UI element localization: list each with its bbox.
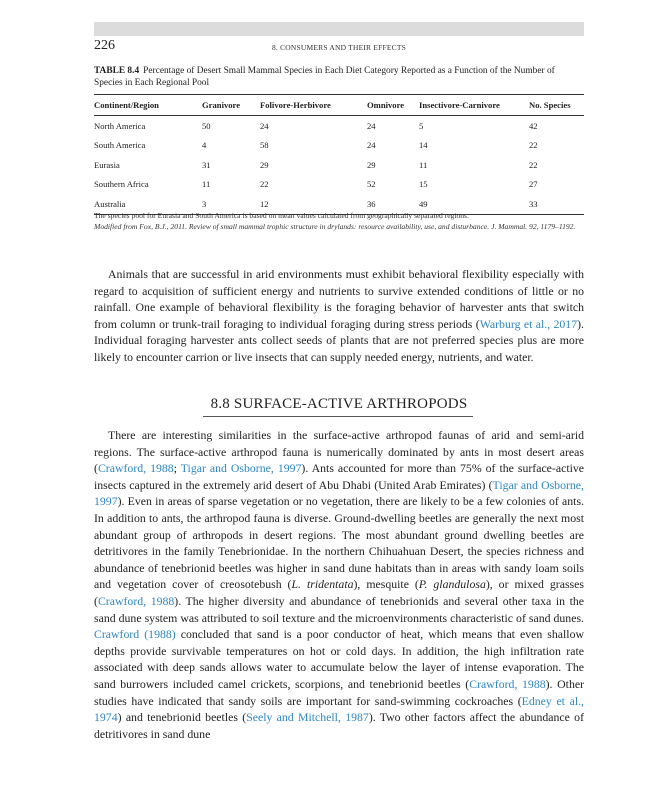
table-label: TABLE 8.4	[94, 66, 140, 76]
table-cell: 22	[529, 159, 538, 170]
table-row	[94, 116, 584, 136]
table-row	[94, 175, 584, 195]
table-note: The species pool for Eurasia and South America is based on mean values calculated from geographically separated regions.	[94, 211, 469, 220]
table-cell: Southern Africa	[94, 179, 149, 190]
table-cell: South America	[94, 140, 146, 151]
table-cell: 11	[419, 159, 428, 170]
page-number: 226	[94, 38, 115, 53]
table-header-row	[94, 95, 584, 116]
table-cell: 52	[367, 179, 376, 190]
table-cell: 22	[260, 179, 269, 190]
table-cell: 36	[367, 194, 419, 214]
table-cell: 15	[419, 179, 428, 190]
table-row	[94, 136, 584, 156]
body-paragraph-1	[94, 266, 584, 366]
table-cell: 5	[419, 120, 424, 131]
running-head: 8. CONSUMERS AND THEIR EFFECTS	[271, 43, 406, 52]
table-cell: 27	[529, 179, 538, 190]
citation-link[interactable]: Crawford, 1988	[469, 676, 546, 691]
citation-link[interactable]: Seely and Mitchell, 1987	[246, 710, 369, 725]
section-heading: 8.8 SURFACE-ACTIVE ARTHROPODS	[210, 396, 468, 412]
column-header: Insectivore-Carnivore	[419, 95, 529, 116]
body-paragraph-2	[94, 427, 584, 742]
text-run: ), mesquite (	[353, 577, 419, 592]
column-header: No. Species	[529, 95, 584, 116]
table-cell: 11	[202, 179, 211, 190]
citation-link[interactable]: Crawford, 1988	[97, 461, 174, 476]
table-cell: Australia	[94, 194, 202, 214]
text-run: ). The higher diversity and abundance of tenebrionids and several other taxa in the sand dune system was attributed to soil texture and the microenvironments characteristic of sand dunes.	[94, 593, 585, 625]
table-cell: 49	[419, 194, 529, 214]
citation-link[interactable]: Edney et al., 1974	[94, 693, 584, 725]
citation-link[interactable]: Tigar and Osborne, 1997	[180, 461, 302, 476]
table-cell: Eurasia	[94, 159, 120, 170]
table-cell: 29	[260, 159, 269, 170]
table-cell: 31	[202, 159, 211, 170]
column-header: Omnivore	[367, 95, 419, 116]
text-run: There are interesting similarities in the surface-active arthropod faunas of arid and semi-arid regions. The surface-active arthropod fauna is numerically dominated by ants in most desert areas (	[94, 428, 584, 476]
table-footnote	[94, 210, 584, 232]
species-name: P. glandulosa	[418, 577, 486, 592]
table-cell: 3	[202, 194, 260, 214]
text-run: ). Ants accounted for more than 75% of the surface-active insects captured in the extremely arid desert of Abu Dhabi (United Arab Emirates) (	[94, 461, 585, 492]
table-cell: 42	[529, 120, 538, 131]
table-cell: 4	[202, 140, 207, 151]
column-header: Folivore-Herbivore	[260, 95, 367, 116]
table-source: Modified from Fox, B.J., 2011. Review of small mammal trophic structure in drylands: resource availability, use, and disturbance. J. Mammal. 92, 1179–1192.	[94, 222, 576, 231]
citation-link[interactable]: Tigar and Osborne, 1997	[94, 477, 584, 509]
text-run: ;	[173, 461, 181, 476]
diet-category-table	[94, 94, 584, 215]
section-heading-rule	[203, 416, 473, 417]
text-run: ), or mixed grasses (	[94, 577, 584, 608]
table-row	[94, 155, 584, 175]
text-run: concluded that sand is a poor conductor of heat, which means that even shallow depths provide survivable temperatures on hot or cold days. In addition, the high infiltration rate associated with deep sands allows water to accumulate below the layer of intense evaporation. The sand burrowers included camel crickets, scorpions, and tenebrionid beetles (	[94, 627, 584, 691]
table-cell: 24	[260, 120, 269, 131]
text-run: ). Two other factors affect the abundance of detritivores in sand dune	[94, 710, 584, 741]
text-run: ). Even in areas of sparse vegetation or no vegetation, there are likely to be a few colonies of ants. In addition to ants, the arthropod fauna is diverse. Ground-dwelling beetles are generally the next most abundant group of arthropods in desert regions. The most abundant ground dwelling beetles are detritivores in the family Tenebrionidae. In the northern Chihuahuan Desert, the species richness and abundance of tenebrionid beetles was higher in sand dune habitats than in areas with sandy loam soils and vegetation cover of creosotebush (	[94, 494, 584, 592]
citation-link[interactable]: Crawford, 1988	[97, 593, 175, 608]
column-header: Continent/Region	[94, 95, 202, 116]
text-run: ) and tenebrionid beetles (	[117, 710, 247, 725]
text-run: ). Individual foraging harvester ants collect seeds of plants that are not preferred species plus are more likely to encounter carrion or live insects that can supply needed energy, nutrients, and water.	[94, 316, 584, 364]
table-cell: 50	[202, 120, 211, 131]
running-header-bar	[94, 22, 584, 36]
table-caption-text: Percentage of Desert Small Mammal Species in Each Diet Category Reported as a Function of the Number of Species in Each Regional Pool	[94, 66, 555, 88]
citation-link[interactable]: Warburg et al., 2017	[479, 316, 578, 331]
table-cell: North America	[94, 120, 146, 131]
text-run: ). Other studies have indicated that sandy soils are important for sand-swimming cockroaches (	[94, 676, 585, 708]
column-header: Granivore	[202, 95, 260, 116]
table-cell: 24	[367, 120, 376, 131]
text-run: Animals that are successful in arid environments must exhibit behavioral flexibility especially with regard to acquisition of sufficient energy and nutrients to survive extended conditions of little or no rainfall. One example of behavioral flexibility is the foraging behavior of harvester ants that switch from column or trunk-trail foraging to individual foraging during stress periods (	[94, 267, 584, 331]
table-cell: 29	[367, 159, 376, 170]
table-caption	[94, 66, 584, 89]
citation-link[interactable]: Crawford (1988)	[94, 627, 176, 642]
table-cell: 22	[529, 140, 538, 151]
table-cell: 12	[260, 194, 367, 214]
table-cell: 14	[419, 140, 428, 151]
table-cell: 24	[367, 140, 376, 151]
table-cell: 33	[529, 194, 584, 214]
table-cell: 58	[260, 140, 269, 151]
species-name: L. tridentata	[291, 577, 354, 592]
